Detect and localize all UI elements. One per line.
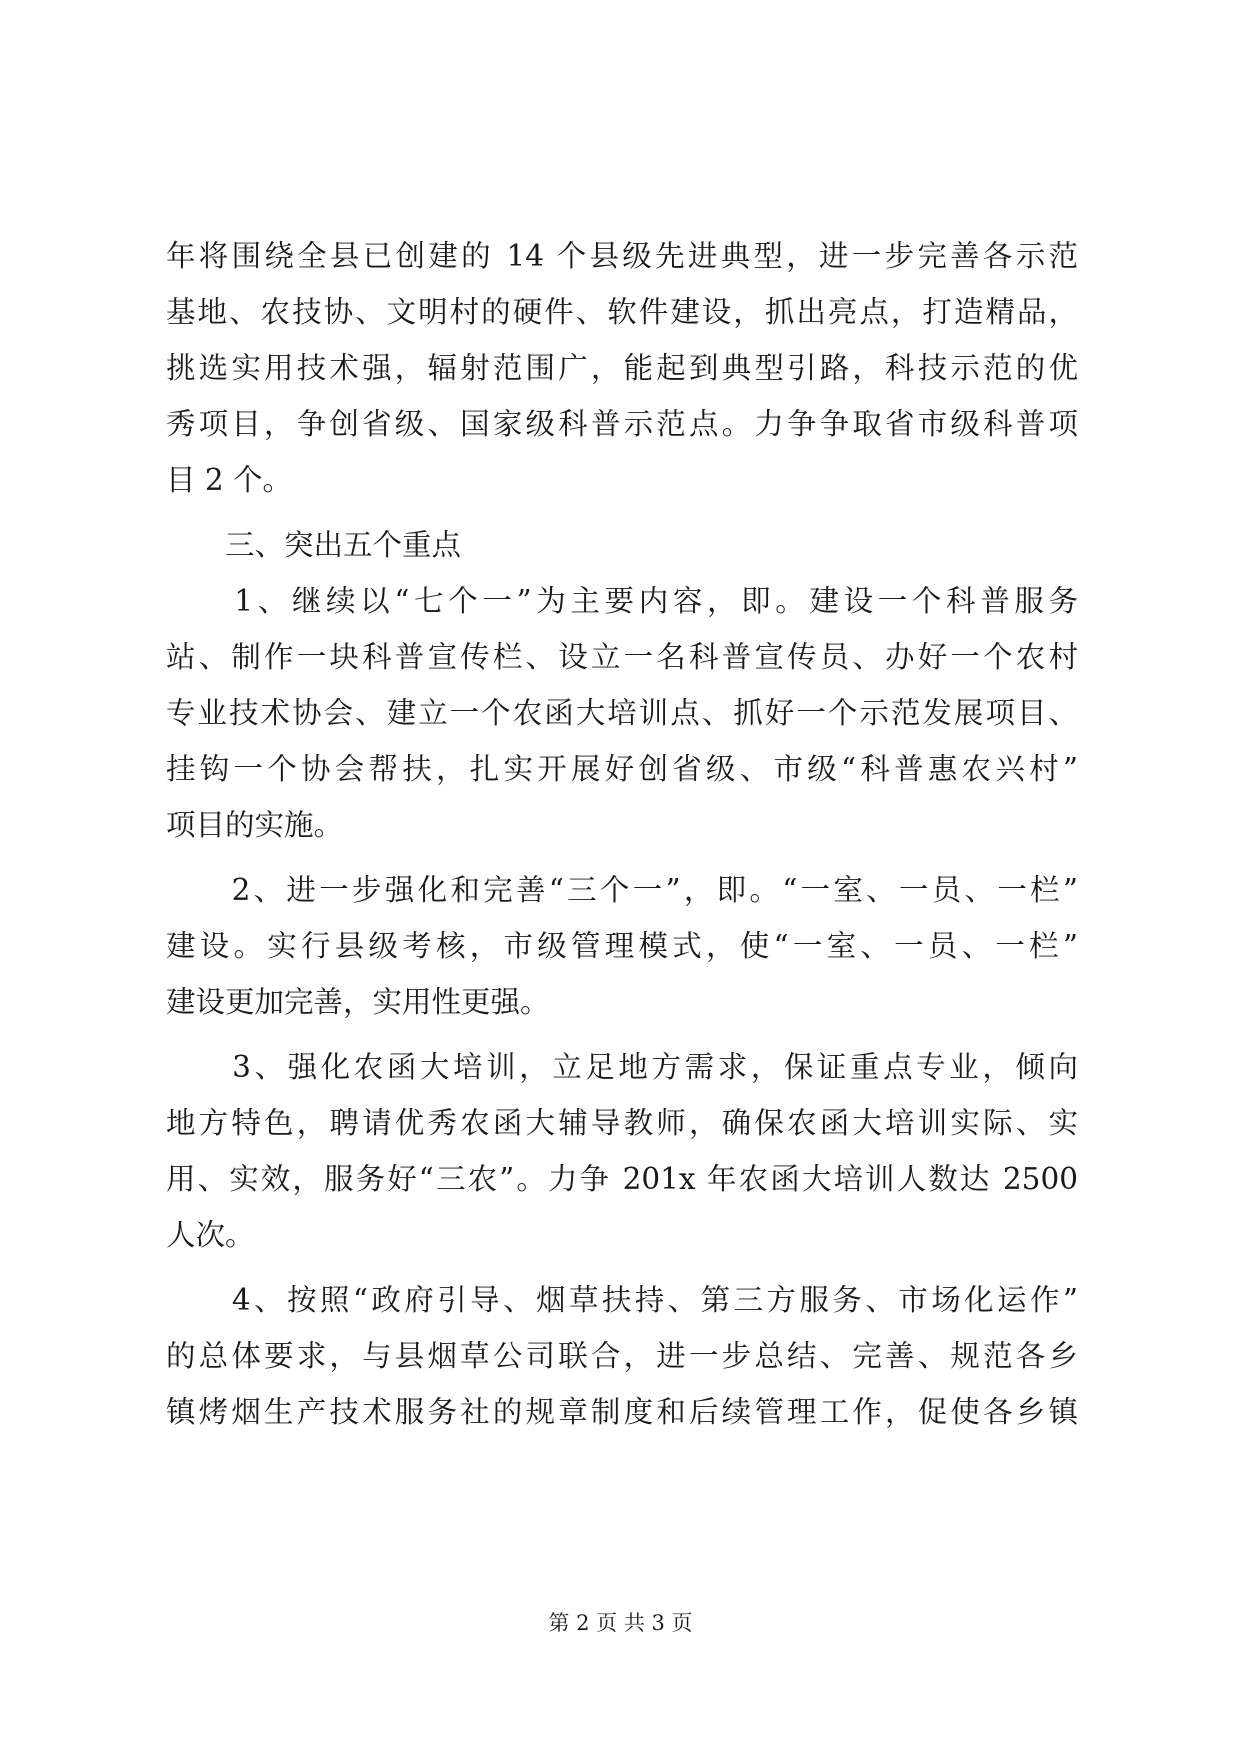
- text-line: 目 2 个。: [166, 463, 293, 497]
- text-line: 人次。: [166, 1218, 255, 1252]
- text-line: 秀项目，争创省级、国家级科普示范点。力争争取省市级科普项: [166, 407, 1078, 441]
- text-line: 项目的实施。: [166, 808, 344, 842]
- text-line: 用、实效，服务好“三农”。力争 201x 年农函大培训人数达 2500: [166, 1162, 1078, 1196]
- text-line: 基地、农技协、文明村的硬件、软件建设，抓出亮点，打造精品，: [166, 295, 1078, 329]
- text-line: 挑选实用技术强，辐射范围广，能起到典型引路，科技示范的优: [166, 351, 1078, 385]
- text-line: 1、继续以“七个一”为主要内容，即。建设一个科普服务: [166, 584, 1078, 618]
- section-heading: 三、突出五个重点: [166, 528, 462, 562]
- text-line: 挂钩一个协会帮扶，扎实开展好创省级、市级“科普惠农兴村”: [166, 752, 1078, 786]
- text-line: 2、进一步强化和完善“三个一”，即。“一室、一员、一栏”: [166, 873, 1078, 907]
- text-line: 建设。实行县级考核，市级管理模式，使“一室、一员、一栏”: [166, 929, 1078, 963]
- page-number: 第 2 页 共 3 页: [548, 1611, 693, 1635]
- text-line: 镇烤烟生产技术服务社的规章制度和后续管理工作，促使各乡镇: [166, 1395, 1078, 1429]
- text-line: 的总体要求，与县烟草公司联合，进一步总结、完善、规范各乡: [166, 1339, 1078, 1373]
- text-line: 建设更加完善，实用性更强。: [166, 985, 550, 1019]
- text-line: 站、制作一块科普宣传栏、设立一名科普宣传员、办好一个农村: [166, 640, 1078, 674]
- text-line: 地方特色，聘请优秀农函大辅导教师，确保农函大培训实际、实: [166, 1106, 1078, 1140]
- document-body: [166, 228, 1078, 1440]
- text-line: 4、按照“政府引导、烟草扶持、第三方服务、市场化运作”: [166, 1283, 1078, 1317]
- text-line: 3、强化农函大培训，立足地方需求，保证重点专业，倾向: [166, 1050, 1078, 1084]
- text-line: 年将围绕全县已创建的 14 个县级先进典型，进一步完善各示范: [166, 239, 1078, 273]
- page-footer: [0, 1608, 1241, 1638]
- text-line: 专业技术协会、建立一个农函大培训点、抓好一个示范发展项目、: [166, 696, 1078, 730]
